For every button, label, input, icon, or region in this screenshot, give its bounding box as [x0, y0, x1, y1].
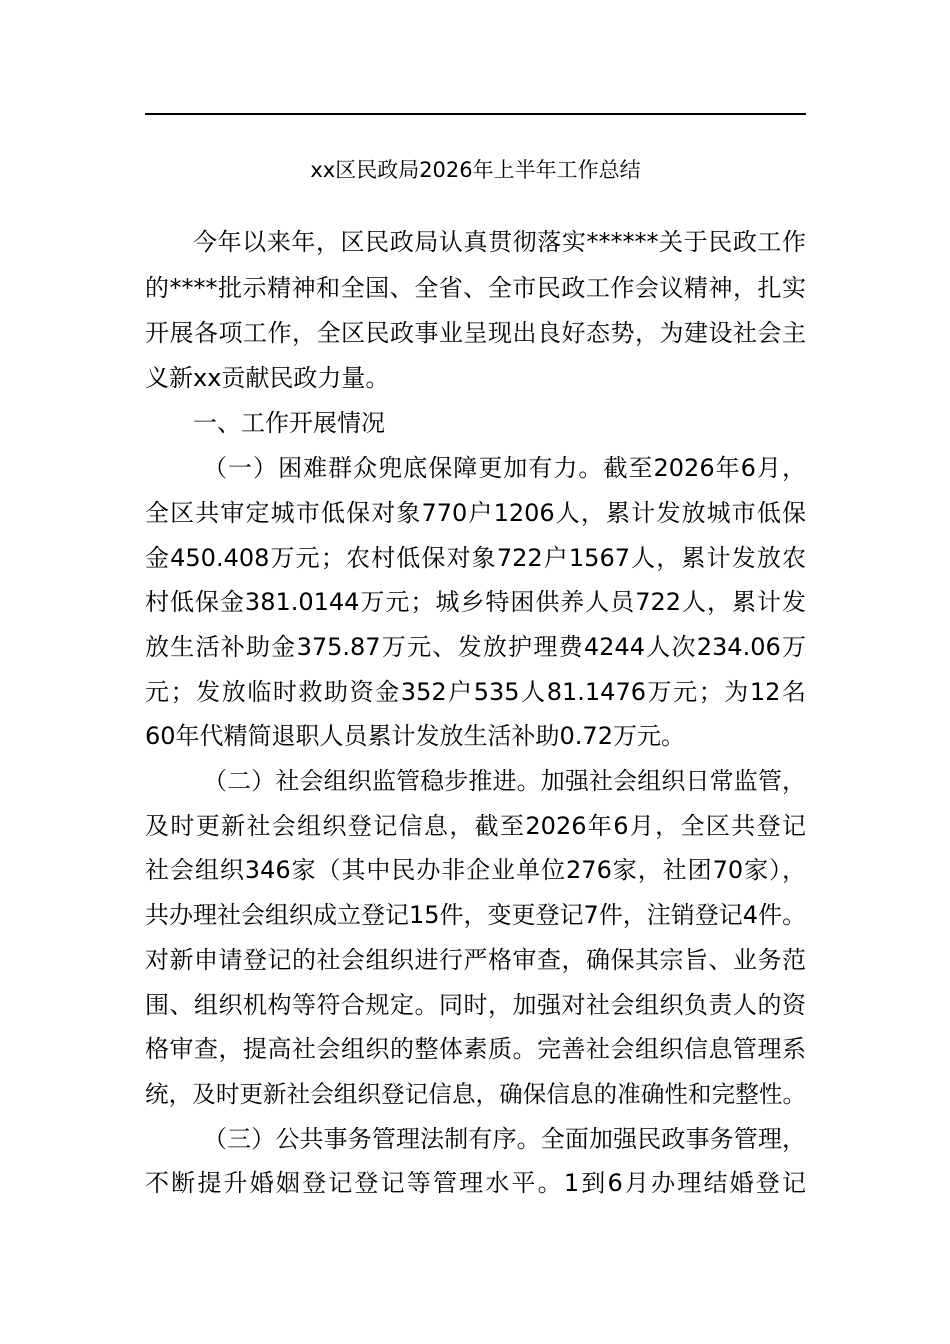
- sub1-line-4: 村低保金381.0144万元；城乡特困供养人员722人，累计发: [145, 588, 806, 616]
- intro-line-3: 开展各项工作，全区民政事业呈现出良好态势，为建设社会主: [145, 319, 806, 347]
- intro-line-1: 今年以来年，区民政局认真贯彻落实******关于民政工作: [193, 228, 806, 256]
- intro-line-2: 的****批示精神和全国、全省、全市民政工作会议精神，扎实: [145, 274, 806, 302]
- intro-line-4: 义新xx贡献民政力量。: [145, 364, 390, 392]
- section-heading: 一、工作开展情况: [193, 409, 385, 437]
- sub2-line-1: （二）社会组织监管稳步推进。加强社会组织日常监管，: [203, 767, 806, 795]
- document-title: xx区民政局2026年上半年工作总结: [310, 158, 641, 182]
- sub1-line-2: 全区共审定城市低保对象770户1206人，累计发放城市低保: [145, 499, 806, 527]
- header-rule: [145, 113, 806, 115]
- sub3-line-1: （三）公共事务管理法制有序。全面加强民政事务管理，: [203, 1125, 806, 1153]
- sub2-line-6: 围、组织机构等符合规定。同时，加强对社会组织负责人的资: [145, 991, 806, 1019]
- sub2-line-8: 统，及时更新社会组织登记信息，确保信息的准确性和完整性。: [145, 1080, 806, 1108]
- sub1-line-3: 金450.408万元；农村低保对象722户1567人，累计发放农: [145, 544, 806, 572]
- sub2-line-4: 共办理社会组织成立登记15件，变更登记7件，注销登记4件。: [145, 901, 807, 929]
- sub2-line-3: 社会组织346家（其中民办非企业单位276家，社团70家），: [145, 856, 806, 884]
- sub1-line-7: 60年代精简退职人员累计发放生活补助0.72万元。: [145, 722, 685, 750]
- sub1-line-1: （一）困难群众兜底保障更加有力。截至2026年6月，: [203, 454, 806, 482]
- sub2-line-7: 格审查，提高社会组织的整体素质。完善社会组织信息管理系: [145, 1035, 806, 1063]
- sub1-line-6: 元；发放临时救助资金352户535人81.1476万元；为12名: [145, 678, 806, 706]
- sub3-line-2: 不断提升婚姻登记登记等管理水平。1到6月办理结婚登记: [145, 1169, 806, 1197]
- sub1-line-5: 放生活补助金375.87万元、发放护理费4244人次234.06万: [145, 633, 806, 661]
- sub2-line-2: 及时更新社会组织登记信息，截至2026年6月，全区共登记: [145, 812, 806, 840]
- sub2-line-5: 对新申请登记的社会组织进行严格审查，确保其宗旨、业务范: [145, 946, 806, 974]
